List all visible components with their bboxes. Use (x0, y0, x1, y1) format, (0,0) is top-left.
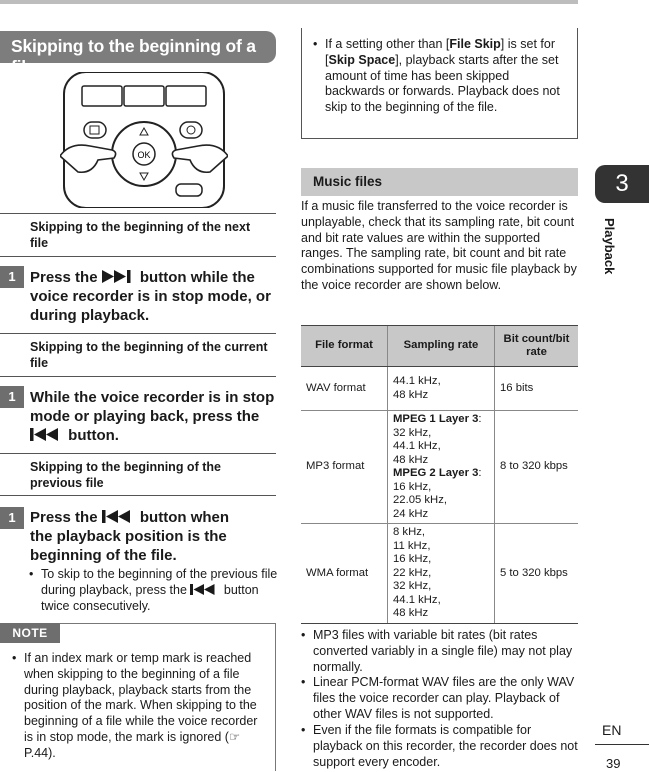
cell-bits: 16 bits (495, 367, 579, 411)
cell-format: WAV format (301, 367, 388, 411)
table-row (301, 524, 578, 624)
bullet-encoder: • Even if the file formats is compatible for playback on this recorder, the recorder does not support every encoder. (301, 723, 578, 769)
divider (0, 376, 276, 377)
step-number: 1 (0, 266, 24, 288)
divider (0, 213, 276, 214)
cell-sampling: MPEG 1 Layer 3: 32 kHz, 44.1 kHz, 48 kHz MPEG 2 Layer 3: 16 kHz, 22.05 kHz, 24 kHz (388, 411, 495, 524)
chapter-tab: 3 (595, 165, 649, 203)
col-file-format: File format (301, 326, 388, 367)
section-title-text: Skipping to the beginning of a file (11, 36, 256, 77)
note-label: NOTE (0, 623, 60, 643)
divider (595, 744, 649, 745)
step-number: 1 (0, 507, 24, 529)
bullet-double-press: • To skip to the beginning of the previous file during playback, press the button twice consecutively. (29, 567, 278, 613)
chapter-label: Playback (602, 218, 617, 275)
info-skip-space: • If a setting other than [File Skip] is set for [Skip Space], playback starts after the set amount of time has been skipped backwards or forwards. Playback does not skip to the beginning of the file. (313, 37, 560, 115)
cell-format: WMA format (301, 524, 388, 624)
divider (0, 333, 276, 334)
subhead-current-file: Skipping to the beginning of the current file (30, 340, 268, 370)
step-current-file: While the voice recorder is in stop mode or playing back, press the button. (30, 389, 275, 444)
subhead-next-file: Skipping to the beginning of the next file (30, 220, 251, 250)
step-next-file: Press the button while the voice recorder is in stop mode, or during playback. (30, 269, 271, 324)
cell-sampling: 8 kHz, 11 kHz, 16 kHz, 22 kHz, 32 kHz, 44.1 kHz, 48 kHz (388, 524, 495, 624)
skip-prev-icon (102, 510, 136, 523)
page-number: 39 (606, 756, 621, 771)
format-table (301, 325, 578, 624)
language-label: EN (602, 722, 622, 738)
skip-next-icon (102, 270, 136, 283)
cell-bits: 5 to 320 kbps (495, 524, 579, 624)
table-row (301, 411, 578, 524)
cell-bits: 8 to 320 kbps (495, 411, 579, 524)
col-bit-rate: Bit count/bit rate (495, 326, 579, 367)
step-previous-file: Press the button when the playback position is the beginning of the file. (30, 509, 230, 564)
bullet-vbr: • MP3 files with variable bit rates (bit rates converted variably in a single file) may not play normally. (301, 628, 573, 674)
cell-format: MP3 format (301, 411, 388, 524)
divider (0, 453, 276, 454)
col-sampling-rate: Sampling rate (388, 326, 495, 367)
divider (0, 495, 276, 496)
table-row (301, 367, 578, 411)
note-text: • If an index mark or temp mark is reached when skipping to the beginning of a file during playback, playback starts from the position of the mark. When skipping to the beginning of a file while the voice recorder is in stop mode, the mark is ignored (☞ P.44). (12, 651, 258, 760)
subhead-previous-file: Skipping to the beginning of the previous file (30, 460, 221, 490)
recorder-illustration (60, 72, 228, 208)
bullet-linear-pcm: • Linear PCM-format WAV files are the only WAV files the voice recorder can play. Playback of other WAV files is not supported. (301, 675, 575, 721)
music-files-text: If a music file transferred to the voice recorder is unplayable, check that its sampling rate, bit count and bit rate values are within the supported ranges. The sampling rate, bit count and bit rate combinations supported for music file playback by the voice recorder are shown below. (301, 199, 577, 292)
section-title (0, 31, 276, 77)
skip-prev-icon (190, 584, 220, 595)
svg-text:OK: OK (137, 150, 151, 160)
music-files-heading: Music files (301, 168, 578, 196)
top-bar (0, 0, 578, 4)
cell-sampling: 44.1 kHz, 48 kHz (388, 367, 495, 411)
step-number: 1 (0, 386, 24, 408)
table-header-row (301, 326, 578, 367)
divider (0, 256, 276, 257)
skip-prev-icon (30, 428, 64, 441)
